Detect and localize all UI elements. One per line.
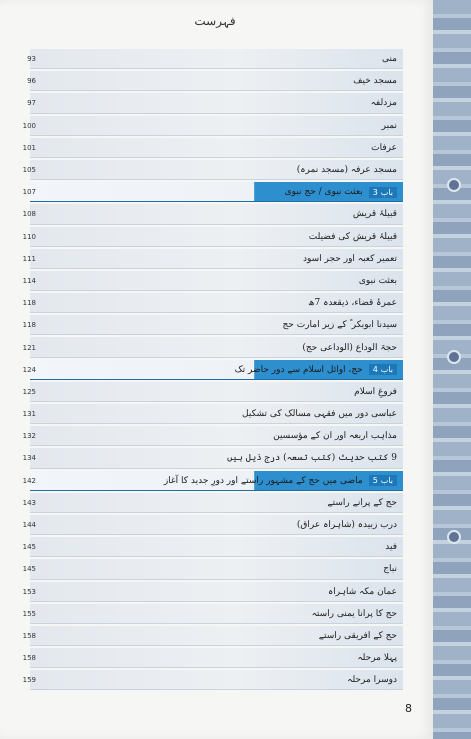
toc-row-band bbox=[30, 382, 403, 402]
toc-page-number: 114 bbox=[22, 276, 36, 285]
toc-title bbox=[354, 381, 397, 403]
toc-page-number: 93 bbox=[27, 55, 36, 64]
toc-title-text: مسجد عرفہ (مسجد نمرہ) bbox=[296, 165, 397, 176]
toc-title bbox=[327, 492, 397, 514]
border-ornament-icon bbox=[447, 350, 461, 364]
toc-title-text: 9 کتب حدیث (کتب تسعہ) درج ذیل ہیں bbox=[227, 453, 397, 464]
toc-title-text: بعثت نبوی bbox=[358, 275, 397, 286]
toc-title bbox=[353, 203, 397, 225]
toc-title-text: تعمیر کعبہ اور حجر اسود bbox=[302, 253, 397, 264]
toc-title-text: حج کے افریقی راستے bbox=[318, 630, 397, 641]
toc-title-text: ماضی میں حج کے مشہور راستے اور دورِ جدید کا آغاز bbox=[163, 475, 363, 486]
toc-row bbox=[0, 603, 433, 625]
toc-page-number: 124 bbox=[22, 365, 36, 374]
toc-title bbox=[303, 248, 397, 270]
toc-title bbox=[302, 336, 397, 358]
page-title: فہرست bbox=[194, 14, 236, 28]
toc-title-text: حج کا پرانا یمنی راستہ bbox=[311, 608, 397, 619]
toc-title bbox=[371, 137, 397, 159]
toc-title-text: نباج bbox=[383, 564, 397, 575]
chapter-label: باب bbox=[380, 476, 393, 486]
toc-title bbox=[347, 669, 397, 691]
toc-title bbox=[309, 226, 397, 248]
toc-title bbox=[382, 115, 397, 137]
chapter-badge bbox=[369, 364, 397, 375]
toc-title bbox=[297, 159, 397, 181]
chapter-label: باب bbox=[380, 187, 393, 197]
toc-page-number: 111 bbox=[22, 254, 36, 263]
toc-title-text: مذاہب اربعہ اور ان کے مؤسسین bbox=[273, 431, 397, 442]
toc-row-band bbox=[30, 648, 403, 668]
toc-title-text: فید bbox=[385, 542, 397, 553]
toc-row bbox=[0, 137, 433, 159]
toc-row-band bbox=[30, 537, 403, 557]
toc-page-number: 118 bbox=[22, 321, 36, 330]
toc-title-text: فروغِ اسلام bbox=[354, 386, 397, 397]
toc-row bbox=[0, 581, 433, 603]
toc-row bbox=[0, 558, 433, 580]
toc-title-text: قبیلۂ قریش bbox=[352, 209, 397, 220]
toc-page-number: 107 bbox=[22, 188, 36, 197]
toc-page-number: 144 bbox=[22, 521, 36, 530]
toc-title bbox=[308, 292, 397, 314]
toc-page-number: 158 bbox=[22, 654, 36, 663]
toc-title bbox=[359, 270, 397, 292]
toc-row bbox=[0, 336, 433, 358]
toc-chapter-row bbox=[0, 359, 433, 381]
toc-page-number: 121 bbox=[22, 343, 36, 352]
toc-row bbox=[0, 92, 433, 114]
toc-row-band bbox=[30, 271, 403, 291]
toc-title-text: عمرۂ قضاء، ذیقعدہ 7ھ bbox=[308, 298, 397, 309]
toc-page-number: 110 bbox=[22, 232, 36, 241]
border-ornament-icon bbox=[447, 530, 461, 544]
toc-page-number: 159 bbox=[22, 676, 36, 685]
toc-page-number: 125 bbox=[22, 387, 36, 396]
toc-title-text: مزدلفہ bbox=[370, 98, 397, 109]
toc-title bbox=[297, 514, 397, 536]
toc-title-text: سیدنا ابوبکر ؓ کے زیر امارت حج bbox=[282, 320, 397, 331]
toc-title-text: حج کے پرانے راستے bbox=[327, 497, 397, 508]
toc-title-text: بعثت نبوی / حج نبوی bbox=[284, 187, 363, 198]
toc-row bbox=[0, 669, 433, 691]
toc-title-text: عباسی دور میں فقہی مسالک کی تشکیل bbox=[242, 409, 397, 420]
border-ornament-icon bbox=[447, 178, 461, 192]
toc-row bbox=[0, 536, 433, 558]
chapter-badge bbox=[369, 187, 397, 198]
chapter-number: 3 bbox=[372, 187, 378, 197]
toc-row bbox=[0, 159, 433, 181]
table-of-contents bbox=[0, 48, 433, 691]
toc-page-number: 100 bbox=[22, 121, 36, 130]
toc-page-number: 97 bbox=[27, 99, 36, 108]
toc-page-number: 142 bbox=[22, 476, 36, 485]
toc-title bbox=[328, 581, 397, 603]
chapter-badge bbox=[369, 475, 397, 486]
toc-row bbox=[0, 248, 433, 270]
toc-title-text: پہلا مرحلہ bbox=[357, 653, 397, 664]
toc-row-band bbox=[30, 559, 403, 579]
toc-title bbox=[383, 558, 397, 580]
toc-page-number: 131 bbox=[22, 410, 36, 419]
decorative-border bbox=[433, 0, 471, 739]
toc-row bbox=[0, 514, 433, 536]
toc-title bbox=[319, 625, 397, 647]
toc-title-text: نمبر bbox=[381, 120, 397, 131]
toc-title bbox=[312, 603, 397, 625]
toc-row-band bbox=[30, 204, 403, 224]
toc-title-text: دوسرا مرحلہ bbox=[347, 675, 397, 686]
toc-title-text: حج، اوائل اسلام سے دور حاضر تک bbox=[234, 364, 363, 375]
toc-row bbox=[0, 447, 433, 469]
toc-row bbox=[0, 492, 433, 514]
toc-row bbox=[0, 381, 433, 403]
toc-page-number: 155 bbox=[22, 609, 36, 618]
toc-title-text: منی bbox=[381, 54, 397, 65]
toc-title bbox=[353, 70, 397, 92]
toc-page-number: 118 bbox=[22, 299, 36, 308]
toc-title bbox=[273, 425, 397, 447]
toc-row bbox=[0, 270, 433, 292]
toc-title bbox=[357, 647, 397, 669]
toc-row bbox=[0, 425, 433, 447]
toc-title bbox=[227, 447, 397, 469]
toc-title bbox=[382, 48, 397, 70]
toc-chapter-row bbox=[0, 470, 433, 492]
toc-title-text: عمان مکہ شاہراہ bbox=[327, 586, 397, 597]
toc-title bbox=[235, 359, 397, 381]
toc-title-text: حجۃ الوداع (الوداعی حج) bbox=[302, 342, 397, 353]
toc-title bbox=[285, 181, 397, 203]
toc-title bbox=[164, 470, 397, 492]
toc-row-band bbox=[30, 49, 403, 69]
toc-page-number: 101 bbox=[22, 143, 36, 152]
toc-chapter-row bbox=[0, 181, 433, 203]
toc-page-number: 145 bbox=[22, 565, 36, 574]
toc-title bbox=[385, 536, 397, 558]
toc-row bbox=[0, 70, 433, 92]
toc-page-number: 108 bbox=[22, 210, 36, 219]
toc-title-text: درب زبیدہ (شاہراہ عراق) bbox=[296, 520, 397, 531]
toc-row-band bbox=[30, 116, 403, 136]
toc-page-number: 153 bbox=[22, 587, 36, 596]
toc-page-number: 158 bbox=[22, 631, 36, 640]
toc-page-number: 96 bbox=[27, 77, 36, 86]
toc-title bbox=[242, 403, 397, 425]
toc-title bbox=[282, 314, 397, 336]
toc-row bbox=[0, 403, 433, 425]
page-number: 8 bbox=[405, 702, 412, 715]
toc-row bbox=[0, 115, 433, 137]
toc-row-band bbox=[30, 93, 403, 113]
toc-row bbox=[0, 226, 433, 248]
toc-row-band bbox=[30, 138, 403, 158]
toc-row bbox=[0, 292, 433, 314]
toc-title bbox=[371, 92, 397, 114]
toc-page-number: 132 bbox=[22, 432, 36, 441]
toc-row bbox=[0, 625, 433, 647]
toc-page-number: 145 bbox=[22, 543, 36, 552]
toc-page-number: 105 bbox=[22, 166, 36, 175]
chapter-number: 5 bbox=[372, 476, 378, 486]
toc-row bbox=[0, 314, 433, 336]
toc-page-number: 143 bbox=[22, 498, 36, 507]
toc-title-text: قبیلۂ قریش کی فضیلت bbox=[308, 231, 397, 242]
toc-title-text: عرفات bbox=[371, 142, 397, 153]
toc-row-band bbox=[30, 71, 403, 91]
toc-row bbox=[0, 203, 433, 225]
toc-row bbox=[0, 647, 433, 669]
chapter-label: باب bbox=[380, 365, 393, 375]
chapter-number: 4 bbox=[372, 365, 378, 375]
toc-title-text: مسجد خیف bbox=[353, 76, 397, 87]
toc-row bbox=[0, 48, 433, 70]
toc-page-number: 134 bbox=[22, 454, 36, 463]
